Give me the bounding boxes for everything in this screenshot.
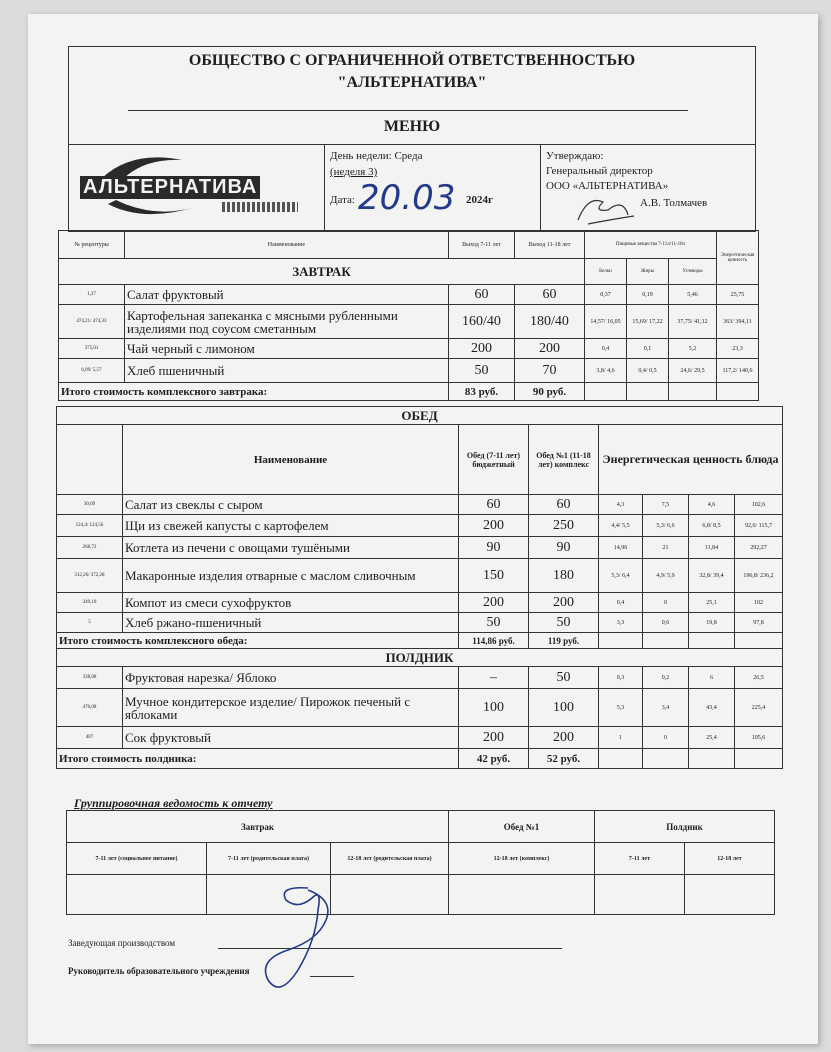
date-handwritten: 20.03 (358, 178, 456, 218)
table-row (59, 305, 759, 339)
report-col-snack: Полдник (595, 811, 775, 843)
table-row (57, 727, 783, 749)
fat: 0,19 (627, 285, 669, 305)
protein: 5,3/ 6,4 (599, 559, 643, 593)
portion-11-18: 200 (515, 339, 585, 359)
dish-name: Картофельная запеканка с мясными рубленными изделиями под соусом сметанным (125, 305, 449, 339)
recipe-code: 407 (57, 727, 123, 749)
portion-7-11: 200 (459, 515, 529, 537)
lunch-col-energy: Энергетическая ценность блюда (599, 425, 783, 495)
approval-line1: Утверждаю: (546, 150, 604, 162)
carbs: 37,75/ 41,12 (669, 305, 717, 339)
divider (68, 144, 756, 145)
energy: 26,5 (735, 667, 783, 689)
dish-name: Макаронные изделия отварные с маслом сливочным (123, 559, 459, 593)
portion-11-18: 250 (529, 515, 599, 537)
carbs: 11,84 (689, 537, 735, 559)
report-sub-col: 12-18 лет (комплекс) (449, 843, 595, 875)
recipe-code: 476,08 (57, 689, 123, 727)
protein: 3,8/ 4,6 (585, 359, 627, 383)
school-head-label: Руководитель образовательного учреждения (68, 966, 250, 976)
lunch-table (56, 406, 783, 769)
fat: 0,4/ 0,5 (627, 359, 669, 383)
portion-7-11: 50 (449, 359, 515, 383)
protein: 1 (599, 727, 643, 749)
portion-7-11: 90 (459, 537, 529, 559)
date-label: Дата: (330, 194, 355, 206)
fat: 4,9/ 5,9 (643, 559, 689, 593)
dish-name: Фруктовая нарезка/ Яблоко (123, 667, 459, 689)
portion-7-11: 160/40 (449, 305, 515, 339)
org-name-line2: "АЛЬТЕРНАТИВА" (337, 74, 487, 91)
portion-11-18: 60 (529, 495, 599, 515)
portion-11-18: 90 (529, 537, 599, 559)
carbs: 6,8/ 8,5 (689, 515, 735, 537)
table-row (57, 593, 783, 613)
dish-name: Чай черный с лимоном (125, 339, 449, 359)
energy: 92,6/ 115,7 (735, 515, 783, 537)
portion-11-18: 70 (515, 359, 585, 383)
table-row (59, 339, 759, 359)
energy: 225,4 (735, 689, 783, 727)
report-sub-col: 7-11 лет (родительская плата) (207, 843, 331, 875)
carbs: 43,4 (689, 689, 735, 727)
fat: 0,6 (643, 613, 689, 633)
portion-11-18: 200 (529, 593, 599, 613)
portion-7-11: 50 (459, 613, 529, 633)
report-sub-col: 12-18 лет (родительская плата) (331, 843, 449, 875)
portion-7-11: 200 (459, 593, 529, 613)
table-row (57, 689, 783, 727)
report-col-breakfast: Завтрак (67, 811, 449, 843)
energy: 117,2/ 140,6 (717, 359, 759, 383)
section-lunch: ОБЕД (57, 407, 783, 425)
protein: 0,4 (585, 339, 627, 359)
col-energy-header: Энергетическая ценность (717, 231, 759, 285)
report-sub-col: 7-11 лет (социальное питание) (67, 843, 207, 875)
recipe-code: 349,10 (57, 593, 123, 613)
dish-name: Хлеб ржано-пшеничный (123, 613, 459, 633)
energy: 292,27 (735, 537, 783, 559)
approval-line2: Генеральный директор (546, 165, 653, 177)
carbs: 32,8/ 39,4 (689, 559, 735, 593)
protein: 4,3 (599, 495, 643, 515)
energy: 363/ 394,11 (717, 305, 759, 339)
fat: 7,5 (643, 495, 689, 515)
lunch-total-7-11: 114,86 руб. (459, 633, 529, 649)
snack-total-label: Итого стоимость полдника: (57, 749, 459, 769)
logo-text: АЛЬТЕРНАТИВА (80, 176, 260, 199)
table-row (59, 359, 759, 383)
dish-name: Компот из смеси сухофруктов (123, 593, 459, 613)
recipe-code: 268,72 (57, 537, 123, 559)
col-output1-header: Выход 7-11 лет (449, 231, 515, 259)
table-row (57, 559, 783, 593)
lunch-col-complex: Обед №1 (11-18 лет) комплекс (529, 425, 599, 495)
col-fat: Жиры (627, 259, 669, 285)
report-cell (685, 875, 775, 915)
week-number: (неделя 3) (330, 166, 378, 178)
fat: 0,2 (643, 667, 689, 689)
breakfast-table (58, 230, 759, 401)
recipe-code: 375,01 (59, 339, 125, 359)
energy: 25,75 (717, 285, 759, 305)
carbs: 5,2 (669, 339, 717, 359)
report-table (66, 810, 775, 915)
menu-document (28, 14, 818, 1044)
protein: 4,4/ 5,5 (599, 515, 643, 537)
carbs: 19,8 (689, 613, 735, 633)
portion-7-11: 60 (449, 285, 515, 305)
table-row (57, 613, 783, 633)
lunch-total-11-18: 119 руб. (529, 633, 599, 649)
recipe-code: 1,37 (59, 285, 125, 305)
portion-7-11: 60 (459, 495, 529, 515)
protein: 0,3 (599, 667, 643, 689)
portion-7-11: 150 (459, 559, 529, 593)
report-sub-col: 7-11 лет (595, 843, 685, 875)
report-cell (595, 875, 685, 915)
portion-11-18: 60 (515, 285, 585, 305)
protein: 14,57/ 16,05 (585, 305, 627, 339)
logo-tagline (222, 202, 298, 212)
report-sub-col: 12-18 лет (685, 843, 775, 875)
breakfast-total-7-11: 83 руб. (449, 383, 515, 401)
fat: 21 (643, 537, 689, 559)
portion-11-18: 50 (529, 667, 599, 689)
fat: 15,69/ 17,22 (627, 305, 669, 339)
dish-name: Щи из свежей капусты с картофелем (123, 515, 459, 537)
snack-total-row (57, 749, 783, 769)
section-snack: ПОЛДНИК (57, 649, 783, 667)
lunch-total-row (57, 633, 783, 649)
dish-name: Котлета из печени с овощами тушёными (123, 537, 459, 559)
report-cell (67, 875, 207, 915)
recipe-code: 5 (57, 613, 123, 633)
section-breakfast: ЗАВТРАК (59, 259, 585, 285)
col-nutrients-header: Пищевые вещества 7-11л/11-18л (585, 231, 717, 259)
col-output2-header: Выход 11-18 лет (515, 231, 585, 259)
fat: 3,4 (643, 689, 689, 727)
recipe-code: 30,09 (57, 495, 123, 515)
divider (540, 144, 541, 232)
recipe-code: 124,4/ 124,56 (57, 515, 123, 537)
energy: 105,6 (735, 727, 783, 749)
report-title: Группировочная ведомость к отчету (74, 796, 273, 810)
dish-name: Салат фруктовый (125, 285, 449, 305)
logo (72, 146, 302, 226)
portion-11-18: 100 (529, 689, 599, 727)
col-recipe-header: № рецептуры (59, 231, 125, 259)
protein: 5,3 (599, 689, 643, 727)
recipe-code: 312,26/ 372,28 (57, 559, 123, 593)
energy: 102 (735, 593, 783, 613)
org-name-line1: ОБЩЕСТВО С ОГРАНИЧЕННОЙ ОТВЕТСТВЕННОСТЬЮ (188, 52, 636, 69)
protein: 3,3 (599, 613, 643, 633)
snack-total-11-18: 52 руб. (529, 749, 599, 769)
fat: 0,1 (627, 339, 669, 359)
protein: 0,4 (599, 593, 643, 613)
table-row (57, 537, 783, 559)
recipe-code: 338,08 (57, 667, 123, 689)
approver-name: А.В. Толмачев (640, 197, 708, 209)
energy: 196,8/ 236,2 (735, 559, 783, 593)
carbs: 6 (689, 667, 735, 689)
table-row (57, 515, 783, 537)
carbs: 5,46 (669, 285, 717, 305)
carbs: 24,6/ 29,5 (669, 359, 717, 383)
portion-11-18: 180 (529, 559, 599, 593)
dish-name: Сок фруктовый (123, 727, 459, 749)
table-row (57, 495, 783, 515)
carbs: 25,1 (689, 593, 735, 613)
portion-11-18: 200 (529, 727, 599, 749)
menu-title: МЕНЮ (383, 118, 441, 135)
lunch-total-label: Итого стоимость комплексного обеда: (57, 633, 459, 649)
report-col-lunch: Обед №1 (449, 811, 595, 843)
year: 2024г (466, 194, 493, 206)
production-manager-label: Заведующая производством (68, 938, 176, 948)
energy: 97,8 (735, 613, 783, 633)
carbs: 25,4 (689, 727, 735, 749)
energy: 23,3 (717, 339, 759, 359)
fat: 5,3/ 6,6 (643, 515, 689, 537)
breakfast-total-label: Итого стоимость комплексного завтрака: (59, 383, 449, 401)
portion-11-18: 50 (529, 613, 599, 633)
divider (324, 144, 325, 232)
lunch-col-budget: Обед (7-11 лет) бюджетный (459, 425, 529, 495)
col-carbs: Углеводы (669, 259, 717, 285)
portion-7-11: 200 (449, 339, 515, 359)
breakfast-total-row (59, 383, 759, 401)
approval-line3: ООО «АЛЬТЕРНАТИВА» (546, 180, 669, 192)
recipe-code: 6,09/ 5,57 (59, 359, 125, 383)
breakfast-total-11-18: 90 руб. (515, 383, 585, 401)
recipe-code: 474,21/ 474,33 (59, 305, 125, 339)
energy: 102,6 (735, 495, 783, 515)
snack-total-7-11: 42 руб. (459, 749, 529, 769)
protein: 0,37 (585, 285, 627, 305)
portion-7-11: – (459, 667, 529, 689)
dish-name: Мучное кондитерское изделие/ Пирожок печеный с яблоками (123, 689, 459, 727)
fat: 0 (643, 727, 689, 749)
portion-11-18: 180/40 (515, 305, 585, 339)
day-of-week: День недели: Среда (330, 150, 423, 162)
lunch-col-name: Наименование (123, 425, 459, 495)
report-cell (449, 875, 595, 915)
carbs: 4,6 (689, 495, 735, 515)
protein: 14,96 (599, 537, 643, 559)
divider (128, 110, 688, 111)
col-name-header: Наименование (125, 231, 449, 259)
fat: 0 (643, 593, 689, 613)
director-signature (568, 190, 638, 230)
table-row (59, 285, 759, 305)
dish-name: Салат из свеклы с сыром (123, 495, 459, 515)
handwritten-signature (238, 880, 358, 1010)
portion-7-11: 100 (459, 689, 529, 727)
col-protein: Белки (585, 259, 627, 285)
portion-7-11: 200 (459, 727, 529, 749)
table-row (57, 667, 783, 689)
dish-name: Хлеб пшеничный (125, 359, 449, 383)
